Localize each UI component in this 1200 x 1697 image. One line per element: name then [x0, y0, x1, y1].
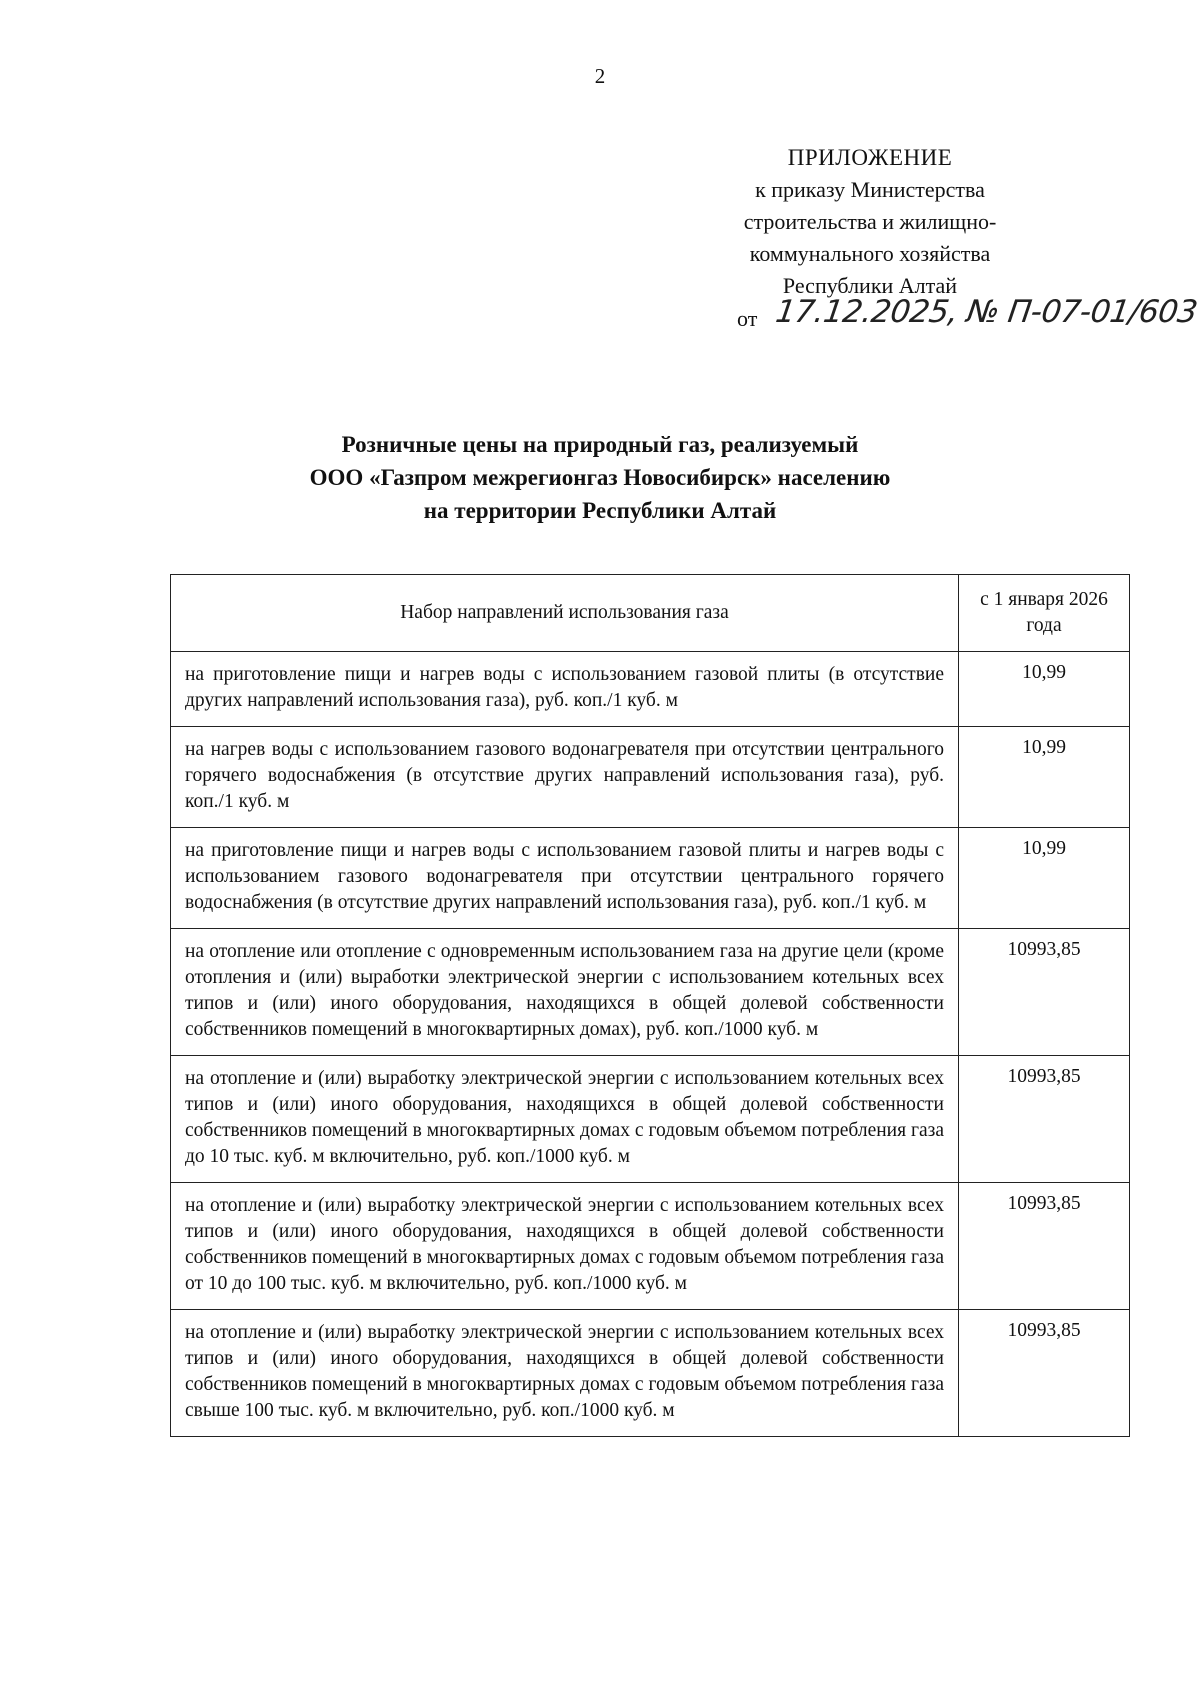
table-row	[171, 652, 1130, 727]
usage-description: на нагрев воды с использованием газового водонагревателя при отсутствии центрального горячего водоснабжения (в отсутствие других направлений использования газа), руб. коп./1 куб. м	[171, 727, 959, 828]
table-header-row	[171, 575, 1130, 652]
price-value: 10993,85	[959, 1056, 1130, 1183]
appendix-heading: ПРИЛОЖЕНИЕ	[787, 145, 953, 170]
table-row	[171, 1056, 1130, 1183]
usage-description: на отопление и (или) выработку электрической энергии с использованием котельных всех типов и (или) иного оборудования, находящихся в общей долевой собственности собственников помещений в многоквартирных домах с годовым объемом потребления газа от 10 до 100 тыс. куб. м включительно, руб. коп./1000 куб. м	[171, 1183, 959, 1310]
table-row	[171, 828, 1130, 929]
title-line: ООО «Газпром межрегионгаз Новосибирск» населению	[309, 465, 891, 490]
usage-description: на приготовление пищи и нагрев воды с использованием газовой плиты и нагрев воды с использованием газового водонагревателя при отсутствии центрального горячего водоснабжения (в отсутствие других направлений использования газа), руб. коп./1 куб. м	[171, 828, 959, 929]
price-value: 10,99	[959, 727, 1130, 828]
header-usage-directions: Набор направлений использования газа	[171, 575, 959, 652]
price-value: 10993,85	[959, 929, 1130, 1056]
price-value: 10993,85	[959, 1310, 1130, 1437]
usage-description: на отопление и (или) выработку электрической энергии с использованием котельных всех типов и (или) иного оборудования, находящихся в общей долевой собственности собственников помещений в многоквартирных домах с годовым объемом потребления газа свыше 100 тыс. куб. м включительно, руб. коп./1000 куб. м	[171, 1310, 959, 1437]
price-table	[170, 574, 1130, 1437]
price-value: 10,99	[959, 828, 1130, 929]
title-line: на территории Республики Алтай	[423, 498, 777, 523]
appendix-line: к приказу Министерства	[755, 177, 985, 202]
usage-description: на отопление и (или) выработку электрической энергии с использованием котельных всех типов и (или) иного оборудования, находящихся в общей долевой собственности собственников помещений в многоквартирных домах с годовым объемом потребления газа до 10 тыс. куб. м включительно, руб. коп./1000 куб. м	[171, 1056, 959, 1183]
usage-description: на отопление или отопление с одновременным использованием газа на другие цели (кроме отопления и (или) выработки электрической энергии с использованием котельных всех типов и (или) иного оборудования, находящихся в общей долевой собственности собственников помещений в многоквартирных домах), руб. коп./1000 куб. м	[171, 929, 959, 1056]
appendix-line: строительства и жилищно-	[743, 209, 997, 234]
header-effective-date: с 1 января 2026 года	[959, 575, 1130, 652]
usage-description: на приготовление пищи и нагрев воды с использованием газовой плиты (в отсутствие других направлений использования газа), руб. коп./1 куб. м	[171, 652, 959, 727]
appendix-line: Республики Алтай	[782, 273, 958, 298]
title-line: Розничные цены на природный газ, реализуемый	[341, 432, 859, 457]
handwritten-date-number: 17.12.2025, № П-07-01/603	[773, 294, 1200, 330]
table-row	[171, 727, 1130, 828]
table-row	[171, 1310, 1130, 1437]
price-value: 10,99	[959, 652, 1130, 727]
table-row	[171, 929, 1130, 1056]
appendix-block	[680, 142, 1060, 302]
date-prefix: от	[737, 306, 758, 331]
page-number: 2	[594, 64, 606, 88]
price-value: 10993,85	[959, 1183, 1130, 1310]
table-row	[171, 1183, 1130, 1310]
document-title	[0, 428, 1200, 527]
appendix-line: коммунального хозяйства	[749, 241, 991, 266]
